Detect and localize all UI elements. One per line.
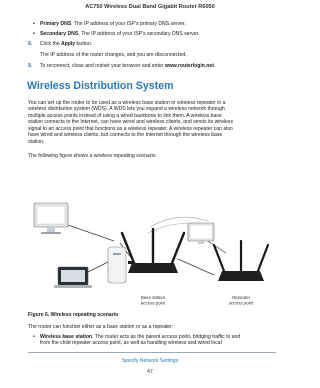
wireless-repeating-figure [28,163,276,309]
modem-icon [108,247,126,283]
bullet-text: Primary DNS. The IP address of your ISP’s primary DNS server. [40,21,186,27]
footer-divider [28,352,276,353]
figure-intro: The following figure shows a wireless repeating scenario. [28,153,157,159]
bullet-text-continued: from the child repeater access point, as well as handling wireless and wired local [40,340,222,347]
base-station-label-line2: access point [140,300,166,306]
bullet-icon: • [33,31,35,37]
footer-chapter-title: Specify Network Settings [121,358,179,364]
after-figure-text: The router can function either as a base station or as a repeater: [28,324,174,330]
bullet-text: Wireless base station. The router acts as the parent access point, bridging traffic to and [40,334,241,340]
step-8-result [0,52,300,59]
bullet-text: Secondary DNS. The IP address of your ISP’s secondary DNS server. [40,31,200,37]
paragraph-line: multiple access points instead of using a wired backbone to link them. A wireless base [28,112,222,119]
bullet-primary-dns [0,21,300,28]
bullet-secondary-dns [0,31,300,38]
step-text: To reconnect, close and restart your browser and enter www.routerlogin.net. [40,63,216,69]
step-text: Click the Apply button. [40,41,93,47]
intro-paragraph [28,100,276,145]
repeater-label-line1: Repeater [231,295,251,300]
paragraph-line: have wired and wireless clients, but connects to the Internet through the wireless base [28,132,223,139]
step-8 [0,41,300,48]
section-title: Wireless Distribution System [27,80,174,92]
paragraph-line: station. [28,138,45,145]
bullet-icon: • [33,334,35,340]
bullet-wireless-base-station [0,334,300,348]
base-station-label-line1: Base station [140,295,166,300]
figure-caption: Figure 6. Wireless repeating scenario [28,312,119,318]
step-number: 9. [28,63,33,69]
laptop-icon [54,267,92,288]
paragraph-line: You can set up the router to be used as a wireless base station or wireless repeater in a [28,100,226,106]
bullet-icon: • [33,21,35,27]
paragraph-line: signal to an access point that functions as a wireless repeater. A wireless repeater can also [28,125,233,132]
step-number: 8. [28,41,33,47]
step-9 [0,63,300,70]
running-header: AC750 Wireless Dual Band Gigabit Router R6050 [85,4,215,10]
step-text: The IP address of the router changes, and you are disconnected. [40,52,187,58]
base-station-router-icon [122,229,184,273]
paragraph-line: wireless distribution system (WDS). A WDS lets you expand a wireless network through [28,106,225,113]
paragraph-line: station connects to the Internet, can have wired and wireless clients, and sends its wireless [28,119,233,126]
repeater-label-line2: access point [228,300,254,306]
desktop-computer-icon [34,203,68,234]
page-number: 47 [147,369,153,375]
desktop-computer-icon [188,223,214,244]
repeater-router-icon [214,241,268,281]
